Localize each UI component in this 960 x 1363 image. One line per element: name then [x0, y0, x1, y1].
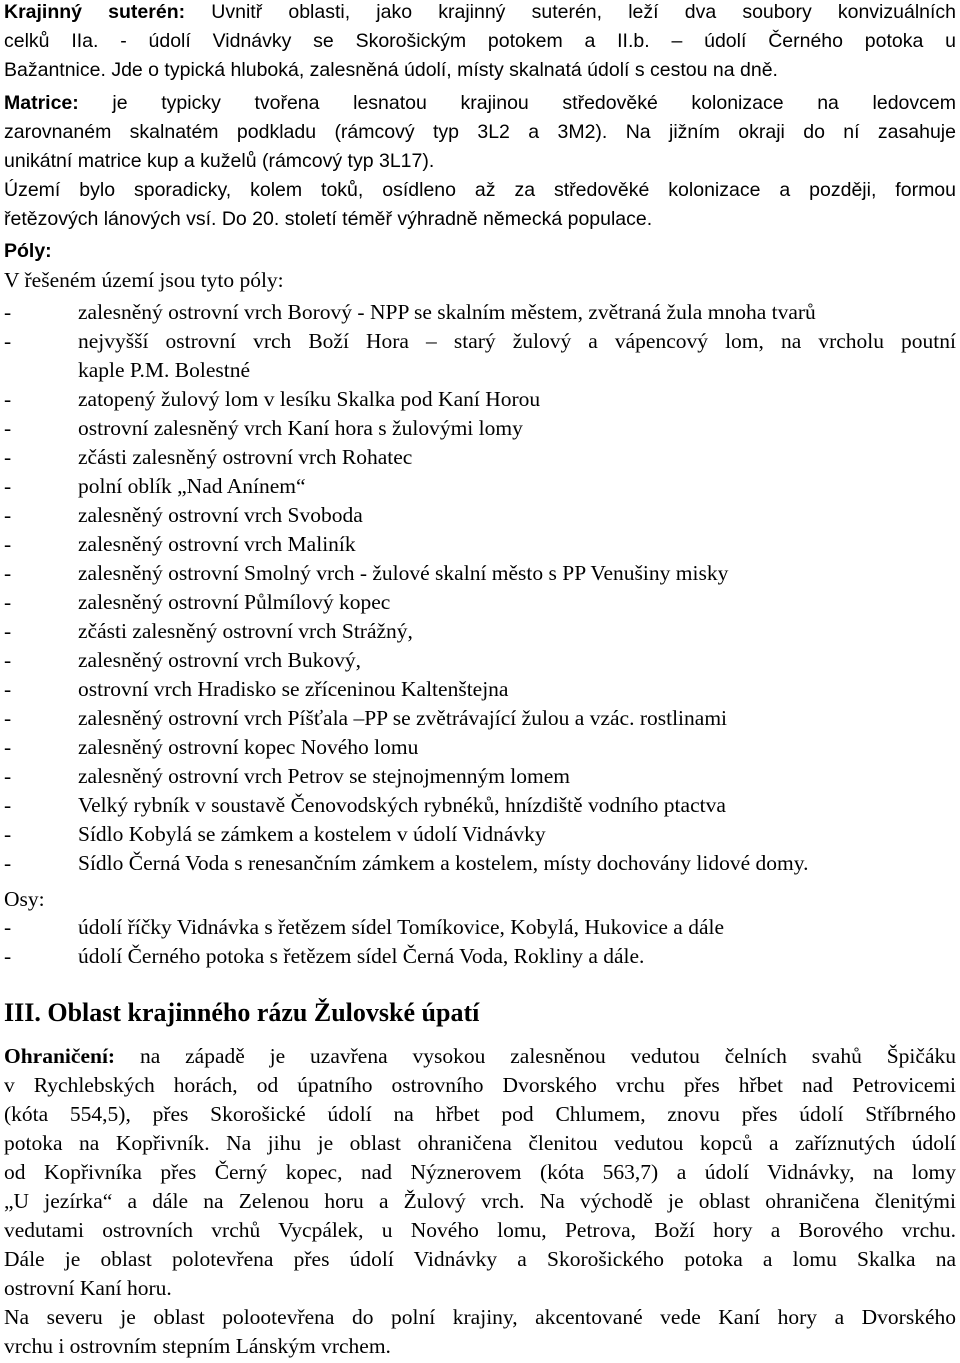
axis-text: údolí říčky Vidnávka s řetězem sídel Tomíkovice, Kobylá, Hukovice a dále [78, 915, 725, 939]
pole-text: Sídlo Černá Voda s renesančním zámkem a kostelem, místy dochovány lidové domy. [78, 851, 809, 875]
ohraniceni-line-1 [4, 1042, 956, 1071]
section-heading: III. Oblast krajinného rázu Žulovské úpatí [4, 998, 480, 1027]
pole-text: ostrovní vrch Hradisko se zříceninou Kaltenštejna [78, 677, 509, 701]
ohraniceni-line: Dále je oblast polotevřena přes údolí Vidnávky a Skorošického potoka a lomu Skalka na [4, 1247, 956, 1271]
matrice-text: je typicky tvořena lesnatou krajinou středověké kolonizace na ledovcem [78, 92, 956, 114]
ohraniceni-text: na západě je uzavřena vysokou zalesněnou vedutou čelních svahů Špičáku [115, 1044, 956, 1068]
poly-intro: V řešeném území jsou tyto póly: [4, 268, 284, 292]
bullet: - [4, 561, 12, 585]
bullet: - [4, 677, 12, 701]
suteren-line-3: Bažantnice. Jde o typická hluboká, zalesněná údolí, místy skalnatá údolí s cestou na dně. [4, 59, 778, 81]
suteren-label: Krajinný suterén: [4, 1, 186, 23]
bullet: - [4, 822, 12, 846]
pole-text: zalesněný ostrovní kopec Nového lomu [78, 735, 419, 759]
bullet: - [4, 851, 12, 875]
ohraniceni-label: Ohraničení: [4, 1044, 116, 1068]
ohraniceni-line: (kóta 554,5), přes Skorošické údolí na hřbet pod Chlumem, znovu přes údolí Stříbrného [4, 1102, 956, 1126]
matrice-line-3: unikátní matrice kup a kuželů (rámcový typ 3L17). [4, 150, 435, 172]
poly-label: Póly: [4, 240, 52, 262]
bullet: - [4, 445, 12, 469]
pole-text: zatopený žulový lom v lesíku Skalka pod Kaní Horou [78, 387, 541, 411]
pole-text: Sídlo Kobylá se zámkem a kostelem v údolí Vidnávky [78, 822, 546, 846]
pole-text: zalesněný ostrovní vrch Petrov se stejnojmenným lomem [78, 764, 571, 788]
bullet: - [4, 944, 12, 968]
bullet: - [4, 619, 12, 643]
pole-text: zčásti zalesněný ostrovní vrch Strážný, [78, 619, 413, 643]
bullet: - [4, 532, 12, 556]
pole-text: nejvyšší ostrovní vrch Boží Hora – starý žulový a vápencový lom, na vrcholu poutní [78, 329, 956, 353]
suteren-line-1 [4, 0, 956, 27]
pole-text: zalesněný ostrovní vrch Svoboda [78, 503, 363, 527]
pole-text: zalesněný ostrovní vrch Bukový, [78, 648, 362, 672]
bullet: - [4, 503, 12, 527]
bullet: - [4, 474, 12, 498]
pole-text: zalesněný ostrovní vrch Píšťala –PP se zvětrávající žulou a vzác. rostlinami [78, 706, 728, 730]
pole-text: polní oblík „Nad Anínem“ [78, 474, 306, 498]
ohraniceni-line: v Rychlebských horách, od úpatního ostrovního Dvorského vrchu přes hřbet nad Petrovicemi [4, 1073, 956, 1097]
suteren-text: Uvnitř oblasti, jako krajinný suterén, leží dva soubory konvizuálních [185, 1, 957, 23]
osy-label: Osy: [4, 887, 45, 911]
bullet: - [4, 706, 12, 730]
sever-line-2: vrchu i ostrovním stepním Lánským vrchem. [4, 1334, 391, 1358]
axis-text: údolí Černého potoka s řetězem sídel Černá Voda, Rokliny a dále. [78, 944, 645, 968]
bullet: - [4, 300, 12, 324]
bullet: - [4, 387, 12, 411]
bullet: - [4, 590, 12, 614]
ohraniceni-line: vedutami ostrovních vrchů Vycpálek, u Nového lomu, Petrova, Boží hory a Borového vrchu. [4, 1218, 956, 1242]
bullet: - [4, 329, 12, 353]
bullet: - [4, 648, 12, 672]
ohraniceni-line: ostrovní Kaní horu. [4, 1276, 172, 1300]
uzemi-line-1: Území bylo sporadicky, kolem toků, osídleno až za středověké kolonizace a později, formou [4, 179, 956, 201]
uzemi-line-2: řetězových lánových vsí. Do 20. století téměř výhradně německá populace. [4, 208, 653, 230]
pole-text: ostrovní zalesněný vrch Kaní hora s žulovými lomy [78, 416, 523, 440]
ohraniceni-line: „U jezírka“ a dále na Zelenou horu a Žulový vrch. Na východě je oblast ohraničena členitými [4, 1189, 956, 1213]
matrice-line-1 [4, 89, 956, 118]
pole-text: zčásti zalesněný ostrovní vrch Rohatec [78, 445, 413, 469]
bullet: - [4, 764, 12, 788]
pole-text: zalesněný ostrovní Smolný vrch - žulové skalní město s PP Venušiny misky [78, 561, 729, 585]
pole-text: kaple P.M. Bolestné [78, 358, 250, 382]
suteren-line-2: celků IIa. - údolí Vidnávky se Skorošickým potokem a II.b. – údolí Černého potoka u [4, 30, 956, 52]
ohraniceni-line: od Kopřivníka přes Černý kopec, nad Nýznerovem (kóta 563,7) a údolí Vidnávky, na lomy [4, 1160, 956, 1184]
sever-line-1: Na severu je oblast polootevřena do polní krajiny, akcentované vede Kaní hory a Dvorského [4, 1305, 956, 1329]
bullet: - [4, 416, 12, 440]
matrice-line-2: zarovnaném skalnatém podkladu (rámcový typ 3L2 a 3M2). Na jižním okraji do ní zasahuje [4, 121, 956, 143]
pole-text: Velký rybník v soustavě Čenovodských rybnéků, hnízdiště vodního ptactva [78, 793, 726, 817]
pole-text: zalesněný ostrovní vrch Maliník [78, 532, 356, 556]
pole-text: zalesněný ostrovní Půlmílový kopec [78, 590, 391, 614]
matrice-label: Matrice: [4, 92, 79, 114]
bullet: - [4, 915, 12, 939]
pole-text: zalesněný ostrovní vrch Borový - NPP se skalním městem, zvětraná žula mnoha tvarů [78, 300, 816, 324]
bullet: - [4, 793, 12, 817]
bullet: - [4, 735, 12, 759]
ohraniceni-line: potoka na Kopřivník. Na jihu je oblast ohraničena členitou vedutou kopců a zaříznutých údolí [4, 1131, 956, 1155]
